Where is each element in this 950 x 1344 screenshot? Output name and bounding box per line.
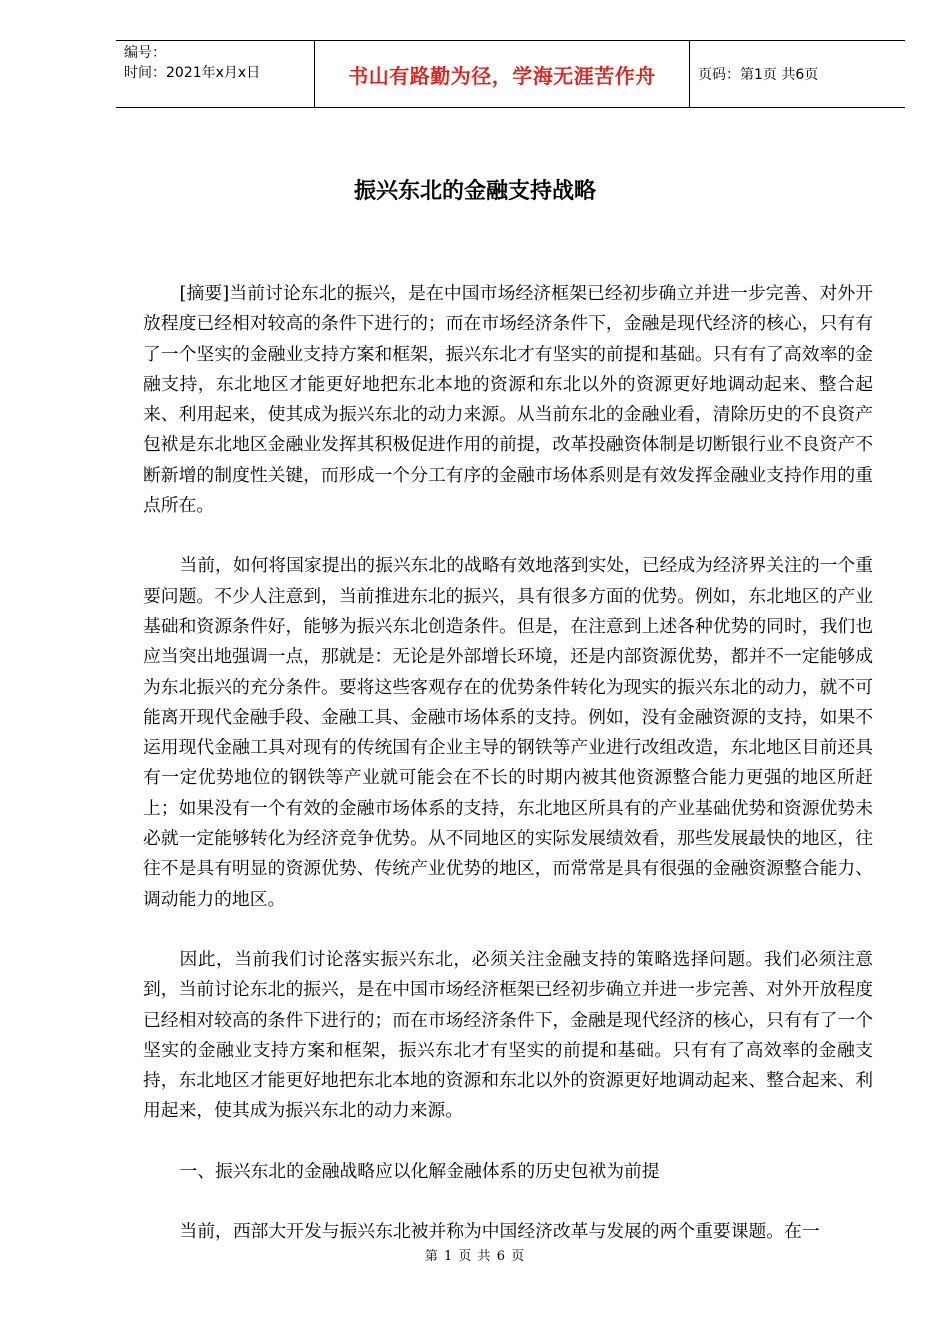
header-motto: 书山有路勤为径，学海无涯苦作舟: [348, 63, 656, 88]
header-page-info: 页码：第1页 共6页: [698, 67, 819, 83]
page-footer: 第 1 页 共 6 页: [424, 1249, 526, 1264]
header-page-cell: [690, 41, 905, 107]
header-table: [116, 40, 905, 108]
body-paragraph: 当前，如何将国家提出的振兴东北的战略有效地落到实处，已经成为经济界关注的一个重要问题。不少人注意到，当前推进东北的振兴，具有很多方面的优势。例如，东北地区的产业基础和资源条件好，能够为振兴东北创造条件。但是，在注意到上述各种优势的同时，我们也应当突出地强调一点，那就是：无论是外部增长环境，还是内部资源优势，都并不一定能够成为东北振兴的充分条件。要将这些客观存在的优势条件转化为现实的振兴东北的动力，就不可能离开现代金融手段、金融工具、金融市场体系的支持。例如，没有金融资源的支持，如果不运用现代金融工具对现有的传统国有企业主导的钢铁等产业进行改组改造，东北地区目前还具有一定优势地位的钢铁等产业就可能会在不长的时期内被其他资源整合能力更强的地区所赶上；如果没有一个有效的金融市场体系的支持，东北地区所具有的产业基础优势和资源优势未必就一定能够转化为经济竞争优势。从不同地区的实际发展绩效看，那些发展最快的地区，往往不是具有明显的资源优势、传统产业优势的地区，而常常是具有很强的金融资源整合能力、调动能力的地区。: [143, 555, 873, 910]
abstract-paragraph: [摘要]当前讨论东北的振兴，是在中国市场经济框架已经初步确立并进一步完善、对外开放程度已经相对较高的条件下进行的；而在市场经济条件下，金融是现代经济的核心，只有有了一个坚实的金融业支持方案和框架，振兴东北才有坚实的前提和基础。只有有了高效率的金融支持，东北地区才能更好地把东北本地的资源和东北以外的资源更好地调动起来、整合起来、利用起来，使其成为振兴东北的动力来源。从当前东北的金融业看，清除历史的不良资产包袱是东北地区金融业发挥其积极促进作用的前提，改革投融资体制是切断银行业不良资产不断新增的制度性关键，而形成一个分工有序的金融市场体系则是有效发挥金融业支持作用的重点所在。: [143, 283, 873, 517]
document-body: [143, 279, 873, 1247]
document-number-label: 编号：: [124, 45, 166, 61]
document-time-label: 时间：2021年x月x日: [124, 65, 261, 81]
header-motto-cell: [315, 41, 690, 107]
body-paragraph: 当前，西部大开发与振兴东北被并称为中国经济改革与发展的两个重要课题。在一: [179, 1221, 820, 1243]
document-title: 振兴东北的金融支持战略: [353, 179, 596, 204]
header-meta-cell: [116, 41, 315, 107]
section-heading: 一、振兴东北的金融战略应以化解金融体系的历史包袱为前提: [179, 1160, 660, 1182]
body-paragraph: 因此，当前我们讨论落实振兴东北，必须关注金融支持的策略选择问题。我们必须注意到，当前讨论东北的振兴，是在中国市场经济框架已经初步确立并进一步完善、对外开放程度已经相对较高的条件下进行的；而在市场经济条件下，金融是现代经济的核心，只有有了一个坚实的金融业支持方案和框架，振兴东北才有坚实的前提和基础。只有有了高效率的金融支持，东北地区才能更好地把东北本地的资源和东北以外的资源更好地调动起来、整合起来、利用起来，使其成为振兴东北的动力来源。: [143, 948, 873, 1122]
